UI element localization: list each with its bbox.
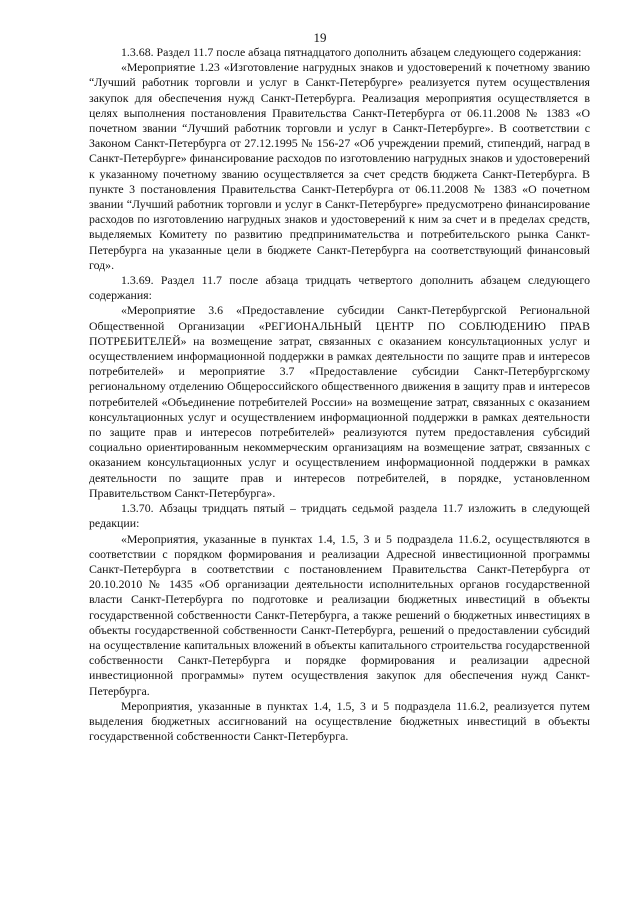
paragraph-measures-3-6-3-7: «Мероприятие 3.6 «Предоставление субсидии Санкт-Петербургской Региональной Общественной Организации «РЕГИОНАЛЬНЫЙ ЦЕНТР ПО СОБЛЮДЕНИЮ ПРАВ ПОТРЕБИТЕЛЕЙ» на возмещение затрат, связанных с оказанием консультационных услуг и осуществлением информационной поддержки в рамках деятельности по защите прав и интересов потребителей» и мероприятие 3.7 «Предоставление субсидии Санкт-Петербургскому региональному отделению Общероссийского общественного движения в защиту прав и интересов потребителей «Объединение потребителей России» на возмещение затрат, связанных с оказанием консультационных услуг и осуществлением информационной поддержки в рамках деятельности по защите прав и интересов потребителей» реализуются путем предоставления субсидий социально ориентированным некоммерческим организациям на возмещение затрат, связанных с оказанием консультационных услуг и осуществлением информационной поддержки в рамках деятельности по защите прав и интересов потребителей, в порядке, установленном Правительством Санкт-Петербурга». bbox=[89, 303, 590, 500]
page-number: 19 bbox=[313, 30, 327, 45]
paragraph-budget-allocation: Мероприятия, указанные в пунктах 1.4, 1.5, 3 и 5 подраздела 11.6.2, реализуется путем выделения бюджетных ассигнований на осуществление бюджетных инвестиций в объекты государственной собственности Санкт-Петербурга. bbox=[89, 698, 590, 744]
document-body bbox=[89, 45, 590, 744]
paragraph-measures-implementation: «Мероприятия, указанные в пунктах 1.4, 1.5, 3 и 5 подраздела 11.6.2, осуществляются в соответствии с порядком формирования и реализации Адресной инвестиционной программы Санкт-Петербурга в соответствии с постановлением Правительства Санкт-Петербурга от 20.10.2010 № 1435 «Об организации деятельности исполнительных органов государственной власти Санкт-Петербурга по подготовке и реализации бюджетных инвестиций в объекты государственной собственности Санкт-Петербурга, а также решений о бюджетных инвестициях в объекты государственной собственности Санкт-Петербурга, решений о предоставлении субсидий на осуществление капитальных вложений в объекты капитального строительства государственной собственности Санкт-Петербурга и порядке формирования и реализации адресной инвестиционной программы» путем осуществления закупок для обеспечения нужд Санкт-Петербурга. bbox=[89, 531, 590, 698]
paragraph-1-3-70: 1.3.70. Абзацы тридцать пятый – тридцать седьмой раздела 11.7 изложить в следующей редакции: bbox=[89, 501, 590, 531]
paragraph-measure-1-23: «Мероприятие 1.23 «Изготовление нагрудных знаков и удостоверений к почетному званию “Лучший работник торговли и услуг в Санкт-Петербурге» реализуется путем осуществления закупок для обеспечения нужд Санкт-Петербурга. Реализация мероприятия осуществляется в целях выполнения постановления Правительства Санкт-Петербурга от 06.11.2008 № 1383 «О почетном звании “Лучший работник торговли и услуг в Санкт-Петербурге». В соответствии с Законом Санкт-Петербурга от 27.12.1995 № 156-27 «Об учреждении премий, стипендий, наград в Санкт-Петербурге» финансирование расходов по изготовлению нагрудных знаков и удостоверений к указанному почетному званию осуществляется за счет средств бюджета Санкт-Петербурга. В пункте 3 постановления Правительства Санкт-Петербурга от 06.11.2008 № 1383 «О почетном звании “Лучший работник торговли и услуг в Санкт-Петербурге» предусмотрено финансирование расходов по изготовлению нагрудных знаков и удостоверений к ним за счет и в пределах средств, выделяемых Комитету по развитию предпринимательства и потребительского рынка Санкт-Петербурга на указанные цели в бюджете Санкт-Петербурга на соответствующий финансовый год». bbox=[89, 60, 590, 272]
paragraph-1-3-69: 1.3.69. Раздел 11.7 после абзаца тридцать четвертого дополнить абзацем следующего содержания: bbox=[89, 273, 590, 303]
paragraph-1-3-68: 1.3.68. Раздел 11.7 после абзаца пятнадцатого дополнить абзацем следующего содержания: bbox=[121, 45, 582, 59]
